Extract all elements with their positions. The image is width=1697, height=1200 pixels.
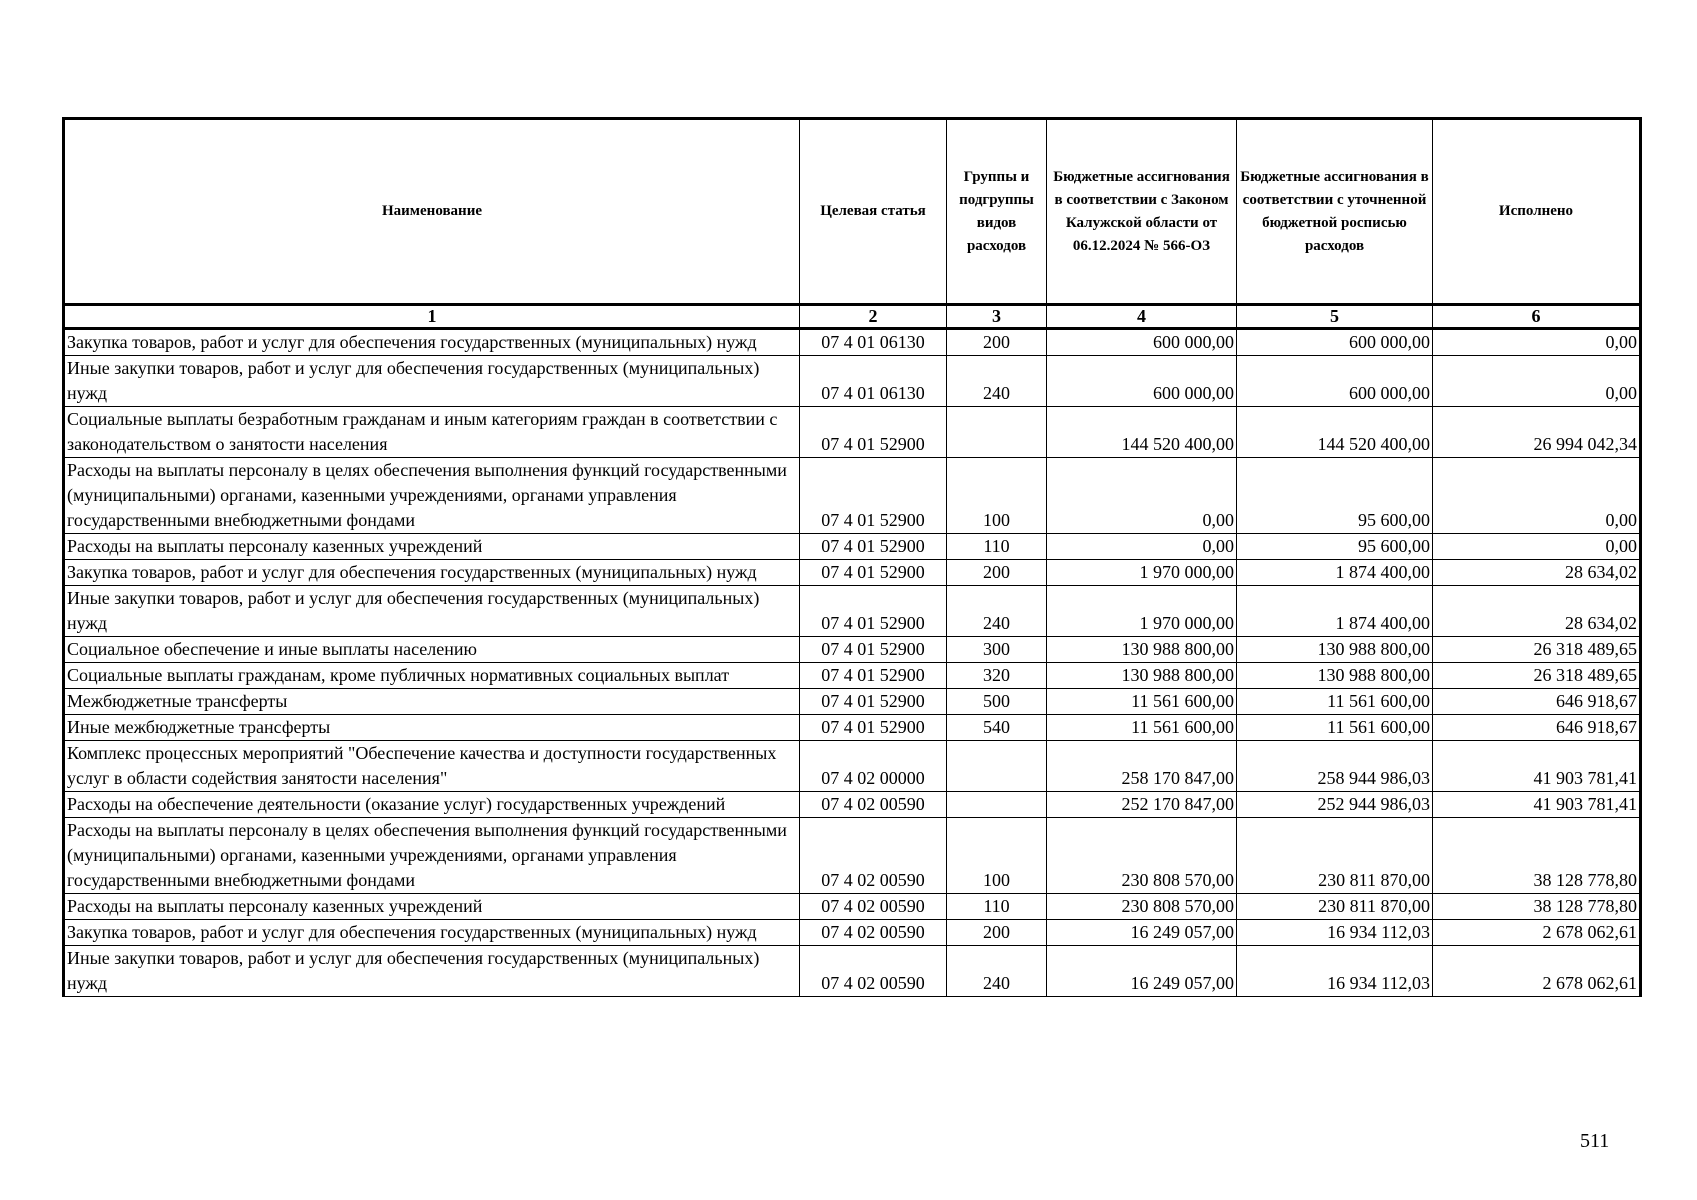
row-revised-amount: 130 988 800,00 [1237,637,1433,663]
row-expense-group: 200 [947,329,1047,356]
row-law-amount: 11 561 600,00 [1047,689,1237,715]
row-law-amount: 1 970 000,00 [1047,560,1237,586]
row-target-article: 07 4 02 00590 [800,792,947,818]
row-name: Комплекс процессных мероприятий "Обеспечение качества и доступности государственных услуг в области содействия занятости населения" [64,741,800,792]
row-executed-amount: 26 318 489,65 [1433,637,1641,663]
row-revised-amount: 95 600,00 [1237,458,1433,534]
row-law-amount: 0,00 [1047,534,1237,560]
row-expense-group [947,407,1047,458]
row-expense-group: 200 [947,560,1047,586]
row-expense-group: 110 [947,894,1047,920]
column-number: 3 [947,305,1047,329]
column-numbers-row [64,305,1641,329]
row-executed-amount: 0,00 [1433,534,1641,560]
row-revised-amount: 16 934 112,03 [1237,920,1433,946]
row-executed-amount: 2 678 062,61 [1433,920,1641,946]
row-law-amount: 600 000,00 [1047,356,1237,407]
header-revised-assignments: Бюджетные ассигнования в соответствии с уточненной бюджетной росписью расходов [1237,119,1433,305]
row-target-article: 07 4 02 00000 [800,741,947,792]
column-number: 5 [1237,305,1433,329]
table-row [64,458,1641,534]
table-row [64,741,1641,792]
row-name: Расходы на выплаты персоналу казенных учреждений [64,894,800,920]
table-row [64,407,1641,458]
row-target-article: 07 4 01 52900 [800,458,947,534]
row-target-article: 07 4 02 00590 [800,946,947,997]
row-name: Иные закупки товаров, работ и услуг для обеспечения государственных (муниципальных) нужд [64,356,800,407]
row-law-amount: 252 170 847,00 [1047,792,1237,818]
row-expense-group [947,792,1047,818]
table-row [64,946,1641,997]
row-revised-amount: 600 000,00 [1237,329,1433,356]
row-revised-amount: 230 811 870,00 [1237,894,1433,920]
row-law-amount: 230 808 570,00 [1047,818,1237,894]
row-target-article: 07 4 02 00590 [800,920,947,946]
row-target-article: 07 4 01 06130 [800,356,947,407]
row-law-amount: 16 249 057,00 [1047,920,1237,946]
row-executed-amount: 646 918,67 [1433,689,1641,715]
table-row [64,920,1641,946]
table-row [64,560,1641,586]
row-law-amount: 258 170 847,00 [1047,741,1237,792]
row-target-article: 07 4 01 52900 [800,407,947,458]
row-target-article: 07 4 02 00590 [800,818,947,894]
row-revised-amount: 11 561 600,00 [1237,689,1433,715]
row-name: Закупка товаров, работ и услуг для обеспечения государственных (муниципальных) нужд [64,329,800,356]
row-law-amount: 144 520 400,00 [1047,407,1237,458]
row-law-amount: 1 970 000,00 [1047,586,1237,637]
table-row [64,329,1641,356]
row-executed-amount: 646 918,67 [1433,715,1641,741]
row-revised-amount: 230 811 870,00 [1237,818,1433,894]
row-revised-amount: 11 561 600,00 [1237,715,1433,741]
row-name: Социальные выплаты гражданам, кроме публичных нормативных социальных выплат [64,663,800,689]
row-name: Закупка товаров, работ и услуг для обеспечения государственных (муниципальных) нужд [64,560,800,586]
row-executed-amount: 0,00 [1433,329,1641,356]
row-executed-amount: 2 678 062,61 [1433,946,1641,997]
header-executed: Исполнено [1433,119,1641,305]
row-executed-amount: 28 634,02 [1433,560,1641,586]
row-target-article: 07 4 01 06130 [800,329,947,356]
row-expense-group: 540 [947,715,1047,741]
row-executed-amount: 26 318 489,65 [1433,663,1641,689]
row-target-article: 07 4 01 52900 [800,663,947,689]
row-executed-amount: 41 903 781,41 [1433,741,1641,792]
row-name: Социальные выплаты безработным гражданам и иным категориям граждан в соответствии с законодательством о занятости населения [64,407,800,458]
row-revised-amount: 1 874 400,00 [1237,560,1433,586]
column-number: 2 [800,305,947,329]
table-row [64,689,1641,715]
table-row [64,356,1641,407]
row-law-amount: 130 988 800,00 [1047,663,1237,689]
table-row [64,586,1641,637]
row-name: Социальное обеспечение и иные выплаты населению [64,637,800,663]
header-expense-groups: Группы и подгруппы видов расходов [947,119,1047,305]
row-revised-amount: 130 988 800,00 [1237,663,1433,689]
row-executed-amount: 38 128 778,80 [1433,818,1641,894]
table-row [64,715,1641,741]
table-row [64,792,1641,818]
row-revised-amount: 16 934 112,03 [1237,946,1433,997]
row-target-article: 07 4 02 00590 [800,894,947,920]
row-target-article: 07 4 01 52900 [800,560,947,586]
row-name: Иные закупки товаров, работ и услуг для обеспечения государственных (муниципальных) нужд [64,586,800,637]
row-executed-amount: 38 128 778,80 [1433,894,1641,920]
row-law-amount: 130 988 800,00 [1047,637,1237,663]
table-body [64,329,1641,997]
row-target-article: 07 4 01 52900 [800,586,947,637]
row-expense-group: 240 [947,586,1047,637]
row-expense-group: 240 [947,946,1047,997]
row-name: Иные межбюджетные трансферты [64,715,800,741]
row-revised-amount: 95 600,00 [1237,534,1433,560]
row-name: Межбюджетные трансферты [64,689,800,715]
row-law-amount: 230 808 570,00 [1047,894,1237,920]
row-revised-amount: 1 874 400,00 [1237,586,1433,637]
row-executed-amount: 0,00 [1433,356,1641,407]
row-name: Расходы на выплаты персоналу казенных учреждений [64,534,800,560]
row-expense-group: 100 [947,818,1047,894]
table-row [64,534,1641,560]
row-law-amount: 600 000,00 [1047,329,1237,356]
row-expense-group: 300 [947,637,1047,663]
column-number: 6 [1433,305,1641,329]
header-name: Наименование [64,119,800,305]
row-executed-amount: 26 994 042,34 [1433,407,1641,458]
row-name: Закупка товаров, работ и услуг для обеспечения государственных (муниципальных) нужд [64,920,800,946]
row-expense-group [947,741,1047,792]
row-target-article: 07 4 01 52900 [800,534,947,560]
row-name: Расходы на выплаты персоналу в целях обеспечения выполнения функций государственными (муниципальными) органами, казенными учреждениями, органами управления государственными внебюджетными фондами [64,818,800,894]
header-law-assignments: Бюджетные ассигнования в соответствии с Законом Калужской области от 06.12.2024 № 566-ОЗ [1047,119,1237,305]
row-expense-group: 110 [947,534,1047,560]
column-number: 1 [64,305,800,329]
row-executed-amount: 0,00 [1433,458,1641,534]
row-expense-group: 500 [947,689,1047,715]
row-law-amount: 16 249 057,00 [1047,946,1237,997]
table-row [64,637,1641,663]
row-target-article: 07 4 01 52900 [800,715,947,741]
row-law-amount: 11 561 600,00 [1047,715,1237,741]
row-expense-group: 320 [947,663,1047,689]
row-expense-group: 100 [947,458,1047,534]
row-name: Расходы на выплаты персоналу в целях обеспечения выполнения функций государственными (муниципальными) органами, казенными учреждениями, органами управления государственными внебюджетными фондами [64,458,800,534]
row-target-article: 07 4 01 52900 [800,689,947,715]
row-executed-amount: 41 903 781,41 [1433,792,1641,818]
header-row [64,119,1641,305]
row-revised-amount: 258 944 986,03 [1237,741,1433,792]
column-number: 4 [1047,305,1237,329]
row-executed-amount: 28 634,02 [1433,586,1641,637]
row-name: Иные закупки товаров, работ и услуг для обеспечения государственных (муниципальных) нужд [64,946,800,997]
table-row [64,663,1641,689]
table-row [64,818,1641,894]
row-expense-group: 240 [947,356,1047,407]
row-name: Расходы на обеспечение деятельности (оказание услуг) государственных учреждений [64,792,800,818]
row-revised-amount: 600 000,00 [1237,356,1433,407]
page-number: 511 [1580,1130,1610,1152]
header-target-article: Целевая статья [800,119,947,305]
row-revised-amount: 144 520 400,00 [1237,407,1433,458]
row-expense-group: 200 [947,920,1047,946]
row-target-article: 07 4 01 52900 [800,637,947,663]
row-law-amount: 0,00 [1047,458,1237,534]
row-revised-amount: 252 944 986,03 [1237,792,1433,818]
table-row [64,894,1641,920]
budget-table [62,117,1642,997]
